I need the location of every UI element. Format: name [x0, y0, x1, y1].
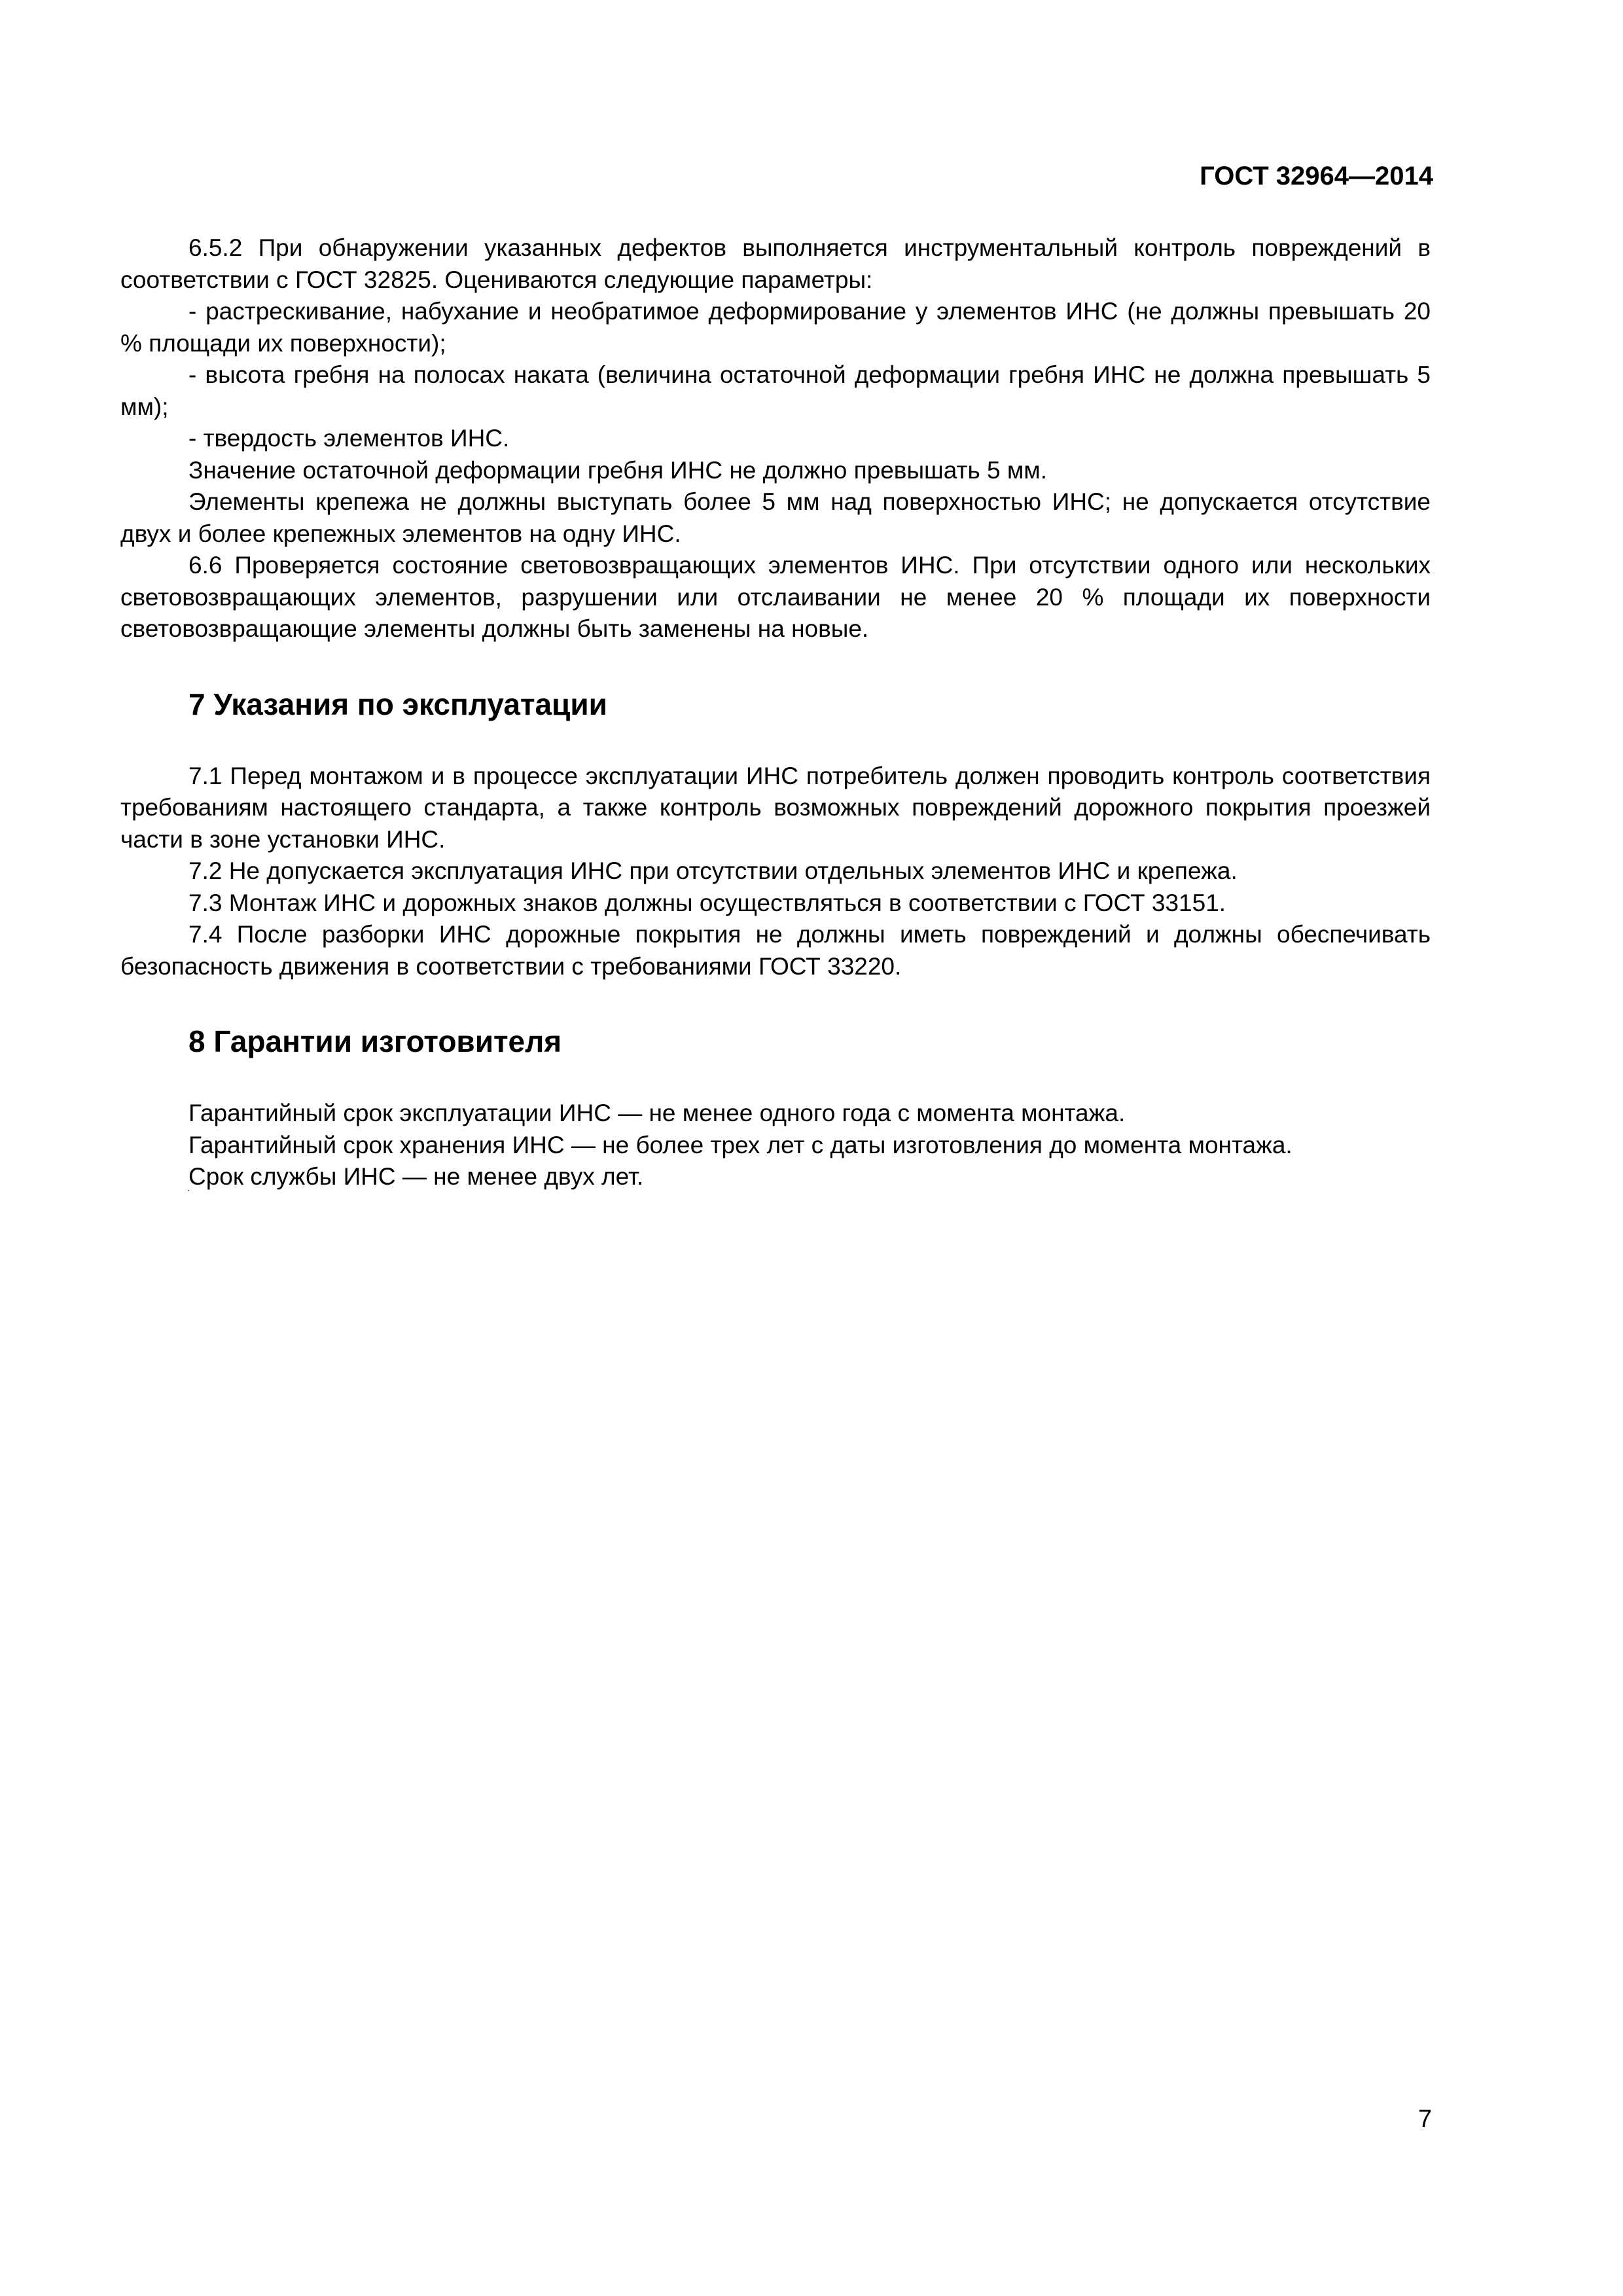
paragraph-7-3: 7.3 Монтаж ИНС и дорожных знаков должны осуществляться в соответствии с ГОСТ 33151.: [188, 889, 1226, 916]
paragraph-service-life: Срок службы ИНС — не менее двух лет.: [188, 1163, 644, 1190]
list-item-cracking: - растрескивание, набухание и необратимое деформирование у элементов ИНС (не должны превышать 20 % площади их поверхности);: [120, 298, 1431, 357]
document-header-id: ГОСТ 32964—2014: [1200, 162, 1433, 190]
page-number: 7: [1418, 2106, 1432, 2133]
section-7-heading: 7 Указания по эксплуатации: [188, 687, 607, 721]
section-8-heading: 8 Гарантии изготовителя: [188, 1024, 562, 1058]
paragraph-warranty-storage: Гарантийный срок хранения ИНС — не более трех лет с даты изготовления до момента монтажа.: [188, 1131, 1293, 1158]
paragraph-warranty-operation: Гарантийный срок эксплуатации ИНС — не менее одного года с момента монтажа.: [188, 1100, 1126, 1126]
paragraph-fasteners: Элементы крепежа не должны выступать более 5 мм над поверхностью ИНС; не допускается отсутствие двух и более крепежных элементов на одну ИНС.: [120, 488, 1431, 547]
page-content: [120, 232, 1431, 1193]
scan-speck: [188, 1190, 189, 1191]
paragraph-6-6: 6.6 Проверяется состояние световозвращающих элементов ИНС. При отсутствии одного или нескольких световозвращающих элементов, разрушении или отслаивании не менее 20 % площади их поверхности световозвращающие элементы должны быть заменены на новые.: [120, 552, 1431, 642]
paragraph-7-1: 7.1 Перед монтажом и в процессе эксплуатации ИНС потребитель должен проводить контроль соответствия требованиям настоящего стандарта, а также контроль возможных повреждений дорожного покрытия проезжей части в зоне установки ИНС.: [120, 762, 1431, 853]
paragraph-7-2: 7.2 Не допускается эксплуатация ИНС при отсутствии отдельных элементов ИНС и крепежа.: [188, 857, 1238, 884]
paragraph-7-4: 7.4 После разборки ИНС дорожные покрытия не должны иметь повреждений и должны обеспечивать безопасность движения в соответствии с требованиями ГОСТ 33220.: [120, 921, 1431, 980]
section-7-body: [120, 761, 1431, 983]
paragraph-residual-deformation: Значение остаточной деформации гребня ИНС не должно превышать 5 мм.: [188, 456, 1048, 484]
list-item-hardness: - твердость элементов ИНС.: [188, 425, 510, 452]
section-8-body: [120, 1098, 1431, 1193]
list-item-ridge-height: - высота гребня на полосах наката (величина остаточной деформации гребня ИНС не должна превышать 5 мм);: [120, 361, 1431, 420]
paragraph-6-5-2: 6.5.2 При обнаружении указанных дефектов выполняется инструментальный контроль повреждений в соответствии с ГОСТ 32825. Оцениваются следующие параметры:: [120, 234, 1431, 293]
section-6-continuation: [120, 232, 1431, 645]
